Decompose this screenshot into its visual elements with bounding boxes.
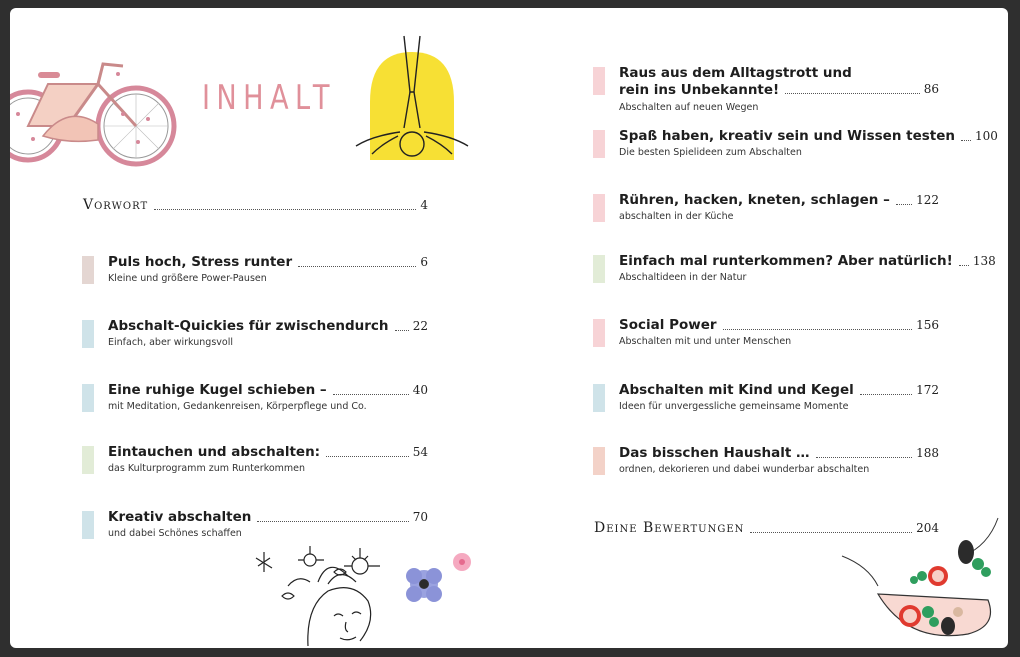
toc-heading: Deine Bewertungen (594, 520, 745, 536)
toc-heading: Spaß haben, kreativ sein und Wissen testen (619, 128, 956, 144)
toc-heading: Puls hoch, Stress runter (108, 254, 293, 270)
toc-subtitle: Einfach, aber wirkungsvoll (108, 337, 233, 348)
toc-entry[interactable] (593, 445, 939, 485)
toc-entry-vorwort[interactable] (83, 197, 428, 217)
toc-heading: Rühren, hacken, kneten, schlagen – (619, 192, 890, 208)
toc-heading-continued: rein ins Unbekannte! (619, 82, 780, 98)
toc-entry[interactable] (82, 444, 428, 484)
toc-page-number: 22 (412, 319, 428, 333)
color-marker (593, 447, 605, 475)
salad-bowl-illustration-icon (838, 516, 1008, 646)
color-marker (593, 319, 605, 347)
color-marker (593, 67, 605, 95)
toc-heading: Abschalt-Quickies für zwischendurch (108, 318, 389, 334)
color-marker (82, 256, 94, 284)
toc-page-number: 70 (412, 510, 428, 524)
color-marker (82, 320, 94, 348)
toc-page-number: 4 (420, 198, 428, 212)
toc-heading: Einfach mal runterkommen? Aber natürlich! (619, 253, 953, 269)
toc-page-number: 40 (412, 383, 428, 397)
page-title: INHALT (202, 78, 336, 118)
toc-entry[interactable] (82, 382, 428, 422)
toc-subtitle: Abschaltideen in der Natur (619, 272, 747, 283)
toc-subtitle: abschalten in der Küche (619, 211, 734, 222)
face-flowers-illustration-icon (248, 536, 478, 648)
toc-subtitle: Ideen für unvergessliche gemeinsame Momente (619, 401, 849, 412)
color-marker (82, 511, 94, 539)
toc-page-number: 172 (916, 383, 939, 397)
toc-subtitle: und dabei Schönes schaffen (108, 528, 242, 539)
color-marker (593, 194, 605, 222)
yoga-illustration-icon (352, 32, 472, 174)
toc-page-number: 54 (412, 445, 428, 459)
toc-page-number: 138 (972, 254, 996, 268)
toc-page-number: 100 (975, 129, 998, 143)
toc-entry[interactable] (593, 65, 939, 115)
toc-subtitle: Abschalten auf neuen Wegen (619, 102, 759, 113)
toc-heading: Kreativ abschalten (108, 509, 252, 525)
color-marker (593, 130, 605, 158)
toc-page-number: 122 (916, 193, 939, 207)
toc-heading: Vorwort (83, 197, 149, 213)
toc-heading: Raus aus dem Alltagstrott und (619, 65, 852, 81)
toc-page-number: 86 (923, 82, 939, 96)
toc-subtitle: mit Meditation, Gedankenreisen, Körperpflege und Co. (108, 401, 367, 412)
toc-entry[interactable] (593, 128, 998, 168)
color-marker (593, 384, 605, 412)
toc-heading: Eintauchen und abschalten: (108, 444, 321, 460)
toc-entry[interactable] (82, 318, 428, 358)
toc-entry[interactable] (593, 317, 939, 357)
toc-entry[interactable] (593, 192, 939, 232)
toc-page-number: 156 (916, 318, 939, 332)
toc-subtitle: Abschalten mit und unter Menschen (619, 336, 792, 347)
toc-page-number: 204 (916, 521, 939, 535)
toc-page (10, 8, 1008, 648)
toc-subtitle: das Kulturprogramm zum Runterkommen (108, 463, 306, 474)
toc-subtitle: ordnen, dekorieren und dabei wunderbar abschalten (619, 464, 870, 475)
color-marker (593, 255, 605, 283)
toc-heading: Eine ruhige Kugel schieben – (108, 382, 327, 398)
toc-subtitle: Kleine und größere Power-Pausen (108, 273, 267, 284)
toc-heading: Social Power (619, 317, 717, 333)
toc-entry[interactable] (593, 253, 996, 293)
toc-subtitle: Die besten Spielideen zum Abschalten (619, 147, 802, 158)
bicycle-illustration-icon (10, 44, 183, 174)
toc-heading: Das bisschen Haushalt … (619, 445, 810, 461)
toc-entry[interactable] (593, 382, 939, 422)
color-marker (82, 384, 94, 412)
color-marker (82, 446, 94, 474)
toc-heading: Abschalten mit Kind und Kegel (619, 382, 854, 398)
toc-entry[interactable] (82, 254, 428, 294)
toc-page-number: 188 (916, 446, 939, 460)
toc-page-number: 6 (420, 255, 428, 269)
